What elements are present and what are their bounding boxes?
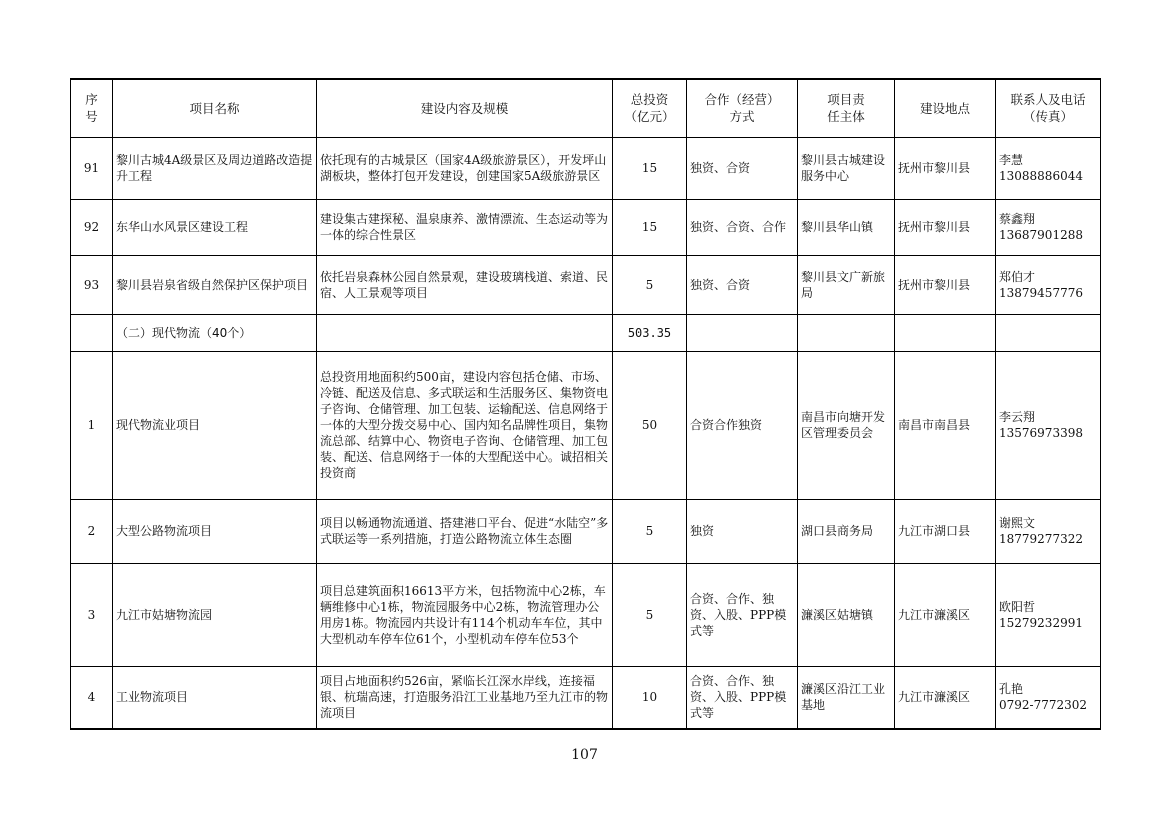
cell-contact: 孔艳 0792-7772302 bbox=[996, 666, 1101, 729]
cell-content: 项目占地面积约526亩，紧临长江深水岸线，连接福银、杭瑞高速，打造服务沿江工业基地乃至九江市的物流项目 bbox=[317, 666, 613, 729]
cell-seq: 4 bbox=[71, 666, 113, 729]
section-investment: 503.35 bbox=[613, 314, 687, 351]
cell-name: 黎川古城4A级景区及周边道路改造提升工程 bbox=[113, 137, 317, 199]
cell-seq: 1 bbox=[71, 351, 113, 499]
cell-content: 总投资用地面积约500亩，建设内容包括仓储、市场、冷链、配送及信息、多式联运和生活服务区、集物资电子咨询、仓储管理、加工包装、运输配送、信息网络于一体的大型分拨交易中心、国内知名品牌性项目，集物流总部、结算中心、物资电子咨询、仓储管理、加工包装、配送、信息网络于一体的大型配送中心。诚招相关投资商 bbox=[317, 351, 613, 499]
cell-content: 项目以畅通物流通道、搭建港口平台、促进“水陆空”多式联运等一系列措施，打造公路物流立体生态圈 bbox=[317, 499, 613, 563]
header-investment: 总投资 （亿元） bbox=[613, 79, 687, 137]
section-owner-cell bbox=[798, 314, 895, 351]
section-title: （二）现代物流（40个） bbox=[113, 314, 317, 351]
cell-contact: 李云翔 13576973398 bbox=[996, 351, 1101, 499]
cell-location: 抚州市黎川县 bbox=[895, 137, 996, 199]
cell-investment: 15 bbox=[613, 137, 687, 199]
cell-contact: 欧阳哲 15279232991 bbox=[996, 563, 1101, 666]
cell-name: 九江市姑塘物流园 bbox=[113, 563, 317, 666]
section-row bbox=[71, 314, 1101, 351]
cell-seq: 92 bbox=[71, 199, 113, 255]
header-seq: 序 号 bbox=[71, 79, 113, 137]
cell-content: 依托现有的古城景区（国家4A级旅游景区），开发坪山湖板块，整体打包开发建设，创建国家5A级旅游景区 bbox=[317, 137, 613, 199]
cell-owner: 黎川县文广新旅局 bbox=[798, 255, 895, 314]
cell-name: 东华山水风景区建设工程 bbox=[113, 199, 317, 255]
header-location: 建设地点 bbox=[895, 79, 996, 137]
header-owner: 项目责 任主体 bbox=[798, 79, 895, 137]
section-seq-cell bbox=[71, 314, 113, 351]
header-row bbox=[71, 79, 1101, 137]
cell-owner: 湖口县商务局 bbox=[798, 499, 895, 563]
cell-mode: 独资、合资、合作 bbox=[687, 199, 798, 255]
cell-mode: 独资、合资 bbox=[687, 137, 798, 199]
cell-mode: 合资合作独资 bbox=[687, 351, 798, 499]
project-table bbox=[70, 78, 1101, 730]
header-mode: 合作（经营） 方式 bbox=[687, 79, 798, 137]
section-content-cell bbox=[317, 314, 613, 351]
cell-contact: 蔡鑫翔 13687901288 bbox=[996, 199, 1101, 255]
header-name: 项目名称 bbox=[113, 79, 317, 137]
cell-mode: 独资、合资 bbox=[687, 255, 798, 314]
table-row bbox=[71, 137, 1101, 199]
table-row bbox=[71, 199, 1101, 255]
cell-seq: 91 bbox=[71, 137, 113, 199]
header-contact: 联系人及电话 （传真） bbox=[996, 79, 1101, 137]
cell-location: 抚州市黎川县 bbox=[895, 199, 996, 255]
cell-mode: 合资、合作、独资、入股、PPP模式等 bbox=[687, 666, 798, 729]
cell-owner: 濂溪区姑塘镇 bbox=[798, 563, 895, 666]
cell-content: 依托岩泉森林公园自然景观，建设玻璃栈道、索道、民宿、人工景观等项目 bbox=[317, 255, 613, 314]
cell-owner: 濂溪区沿江工业基地 bbox=[798, 666, 895, 729]
page-number: 107 bbox=[571, 747, 598, 763]
table-row bbox=[71, 351, 1101, 499]
cell-seq: 2 bbox=[71, 499, 113, 563]
table-row bbox=[71, 499, 1101, 563]
cell-contact: 郑伯才 13879457776 bbox=[996, 255, 1101, 314]
cell-location: 九江市湖口县 bbox=[895, 499, 996, 563]
section-mode-cell bbox=[687, 314, 798, 351]
cell-name: 大型公路物流项目 bbox=[113, 499, 317, 563]
cell-contact: 李慧 13088886044 bbox=[996, 137, 1101, 199]
cell-seq: 3 bbox=[71, 563, 113, 666]
cell-investment: 5 bbox=[613, 563, 687, 666]
section-location-cell bbox=[895, 314, 996, 351]
cell-location: 南昌市南昌县 bbox=[895, 351, 996, 499]
cell-investment: 50 bbox=[613, 351, 687, 499]
cell-mode: 独资 bbox=[687, 499, 798, 563]
cell-location: 九江市濂溪区 bbox=[895, 563, 996, 666]
cell-investment: 5 bbox=[613, 255, 687, 314]
section-contact-cell bbox=[996, 314, 1101, 351]
cell-investment: 10 bbox=[613, 666, 687, 729]
cell-content: 建设集古建探秘、温泉康养、激情漂流、生态运动等为一体的综合性景区 bbox=[317, 199, 613, 255]
cell-owner: 黎川县古城建设服务中心 bbox=[798, 137, 895, 199]
cell-name: 现代物流业项目 bbox=[113, 351, 317, 499]
cell-name: 工业物流项目 bbox=[113, 666, 317, 729]
header-content: 建设内容及规模 bbox=[317, 79, 613, 137]
cell-seq: 93 bbox=[71, 255, 113, 314]
cell-investment: 5 bbox=[613, 499, 687, 563]
cell-location: 九江市濂溪区 bbox=[895, 666, 996, 729]
table-row bbox=[71, 666, 1101, 729]
cell-investment: 15 bbox=[613, 199, 687, 255]
cell-location: 抚州市黎川县 bbox=[895, 255, 996, 314]
cell-owner: 南昌市向塘开发区管理委员会 bbox=[798, 351, 895, 499]
table-row bbox=[71, 255, 1101, 314]
cell-content: 项目总建筑面积16613平方米，包括物流中心2栋，车辆维修中心1栋，物流园服务中心2栋，物流管理办公用房1栋。物流园内共设计有114个机动车车位，其中大型机动车停车位61个，小型机动车停车位53个 bbox=[317, 563, 613, 666]
cell-mode: 合资、合作、独资、入股、PPP模式等 bbox=[687, 563, 798, 666]
cell-contact: 谢熙文 18779277322 bbox=[996, 499, 1101, 563]
table-row bbox=[71, 563, 1101, 666]
cell-owner: 黎川县华山镇 bbox=[798, 199, 895, 255]
cell-name: 黎川县岩泉省级自然保护区保护项目 bbox=[113, 255, 317, 314]
